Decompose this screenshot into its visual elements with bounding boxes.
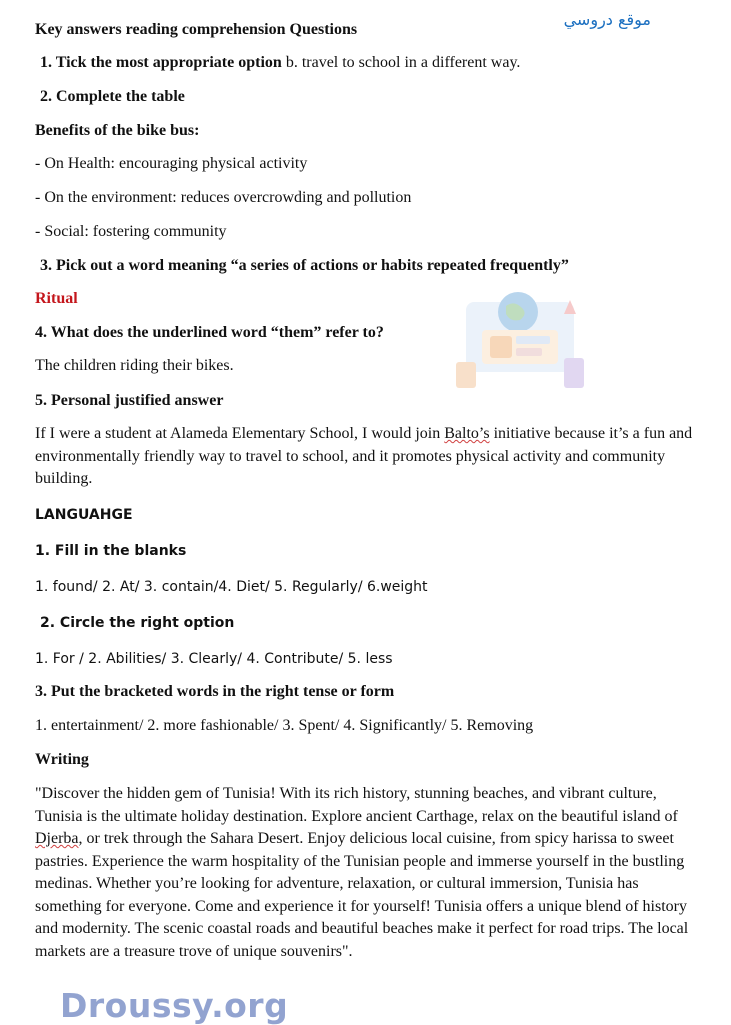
question-5-answer: [35, 423, 695, 491]
site-watermark: Droussy.org: [60, 986, 289, 1025]
language-q3-label: 3. Put the bracketed words in the right tense or form: [35, 683, 395, 700]
question-3-label: 3. Pick out a word meaning “a series of actions or habits repeated frequently”: [40, 257, 569, 274]
question-1-answer: b. travel to school in a different way.: [285, 54, 521, 71]
language-q1-label: 1. Fill in the blanks: [35, 543, 187, 559]
writing-text: [35, 783, 695, 963]
illustration-bar-2: [516, 348, 542, 356]
benefit-health: - On Health: encouraging physical activity: [35, 155, 308, 172]
question-5-answer-end: initiative because it’s a fun and environmentally friendly way to travel to school, and it promotes physical activity and community building.: [35, 425, 693, 487]
question-2-label: 2. Complete the table: [40, 88, 185, 105]
site-label-arabic: موقع دروسي: [563, 10, 651, 29]
language-title: LANGUAHGE: [35, 507, 133, 523]
question-4-label: 4. What does the underlined word “them” refer to?: [35, 324, 384, 341]
illustration-book-1: [490, 336, 512, 358]
benefits-title: Benefits of the bike bus:: [35, 122, 200, 139]
illustration-books-right: [564, 358, 584, 388]
language-q2-answer: 1. For / 2. Abilities/ 3. Clearly/ 4. Contribute/ 5. less: [35, 651, 393, 667]
language-q2-label: 2. Circle the right option: [40, 615, 235, 631]
writing-title: Writing: [35, 751, 89, 768]
language-q1-answer: 1. found/ 2. At/ 3. contain/4. Diet/ 5. Regularly/ 6.weight: [35, 579, 428, 595]
question-3-answer: Ritual: [35, 290, 78, 307]
question-5-answer-start: If I were a student at Alameda Elementary School, I would join: [35, 425, 445, 442]
question-1: [40, 53, 520, 73]
name-balto: Balto’s: [444, 425, 490, 442]
illustration-bar-1: [516, 336, 550, 344]
school-illustration: [452, 284, 588, 392]
illustration-books-left: [456, 362, 476, 388]
question-1-label: 1. Tick the most appropriate option: [40, 54, 282, 71]
page-title: Key answers reading comprehension Questions: [35, 21, 358, 38]
question-4-answer: The children riding their bikes.: [35, 357, 234, 374]
language-q3-answer: 1. entertainment/ 2. more fashionable/ 3. Spent/ 4. Significantly/ 5. Removing: [35, 717, 534, 734]
benefit-environment: - On the environment: reduces overcrowding and pollution: [35, 189, 412, 206]
writing-text-end: , or trek through the Sahara Desert. Enjoy delicious local cuisine, from spicy harissa to sweet pastries. Experience the warm hospitality of the Tunisian people and immerse yourself in the bustling medinas. Whether you’re looking for adventure, relaxation, or cultural immersion, Tunisia has something for everyone. Come and experience it for yourself! Tunisia offers a unique blend of history and modernity. The scenic coastal roads and beautiful beaches make it perfect for road trips. The local markets are a treasure trove of unique souvenirs".: [35, 830, 689, 960]
benefit-social: - Social: fostering community: [35, 223, 227, 240]
writing-text-start: "Discover the hidden gem of Tunisia! With its rich history, stunning beaches, and vibrant culture, Tunisia is the ultimate holiday destination. Explore ancient Carthage, relax on the beautiful island of: [35, 785, 678, 825]
question-5-label: 5. Personal justified answer: [35, 392, 224, 409]
name-djerba: Djerba: [35, 830, 79, 847]
